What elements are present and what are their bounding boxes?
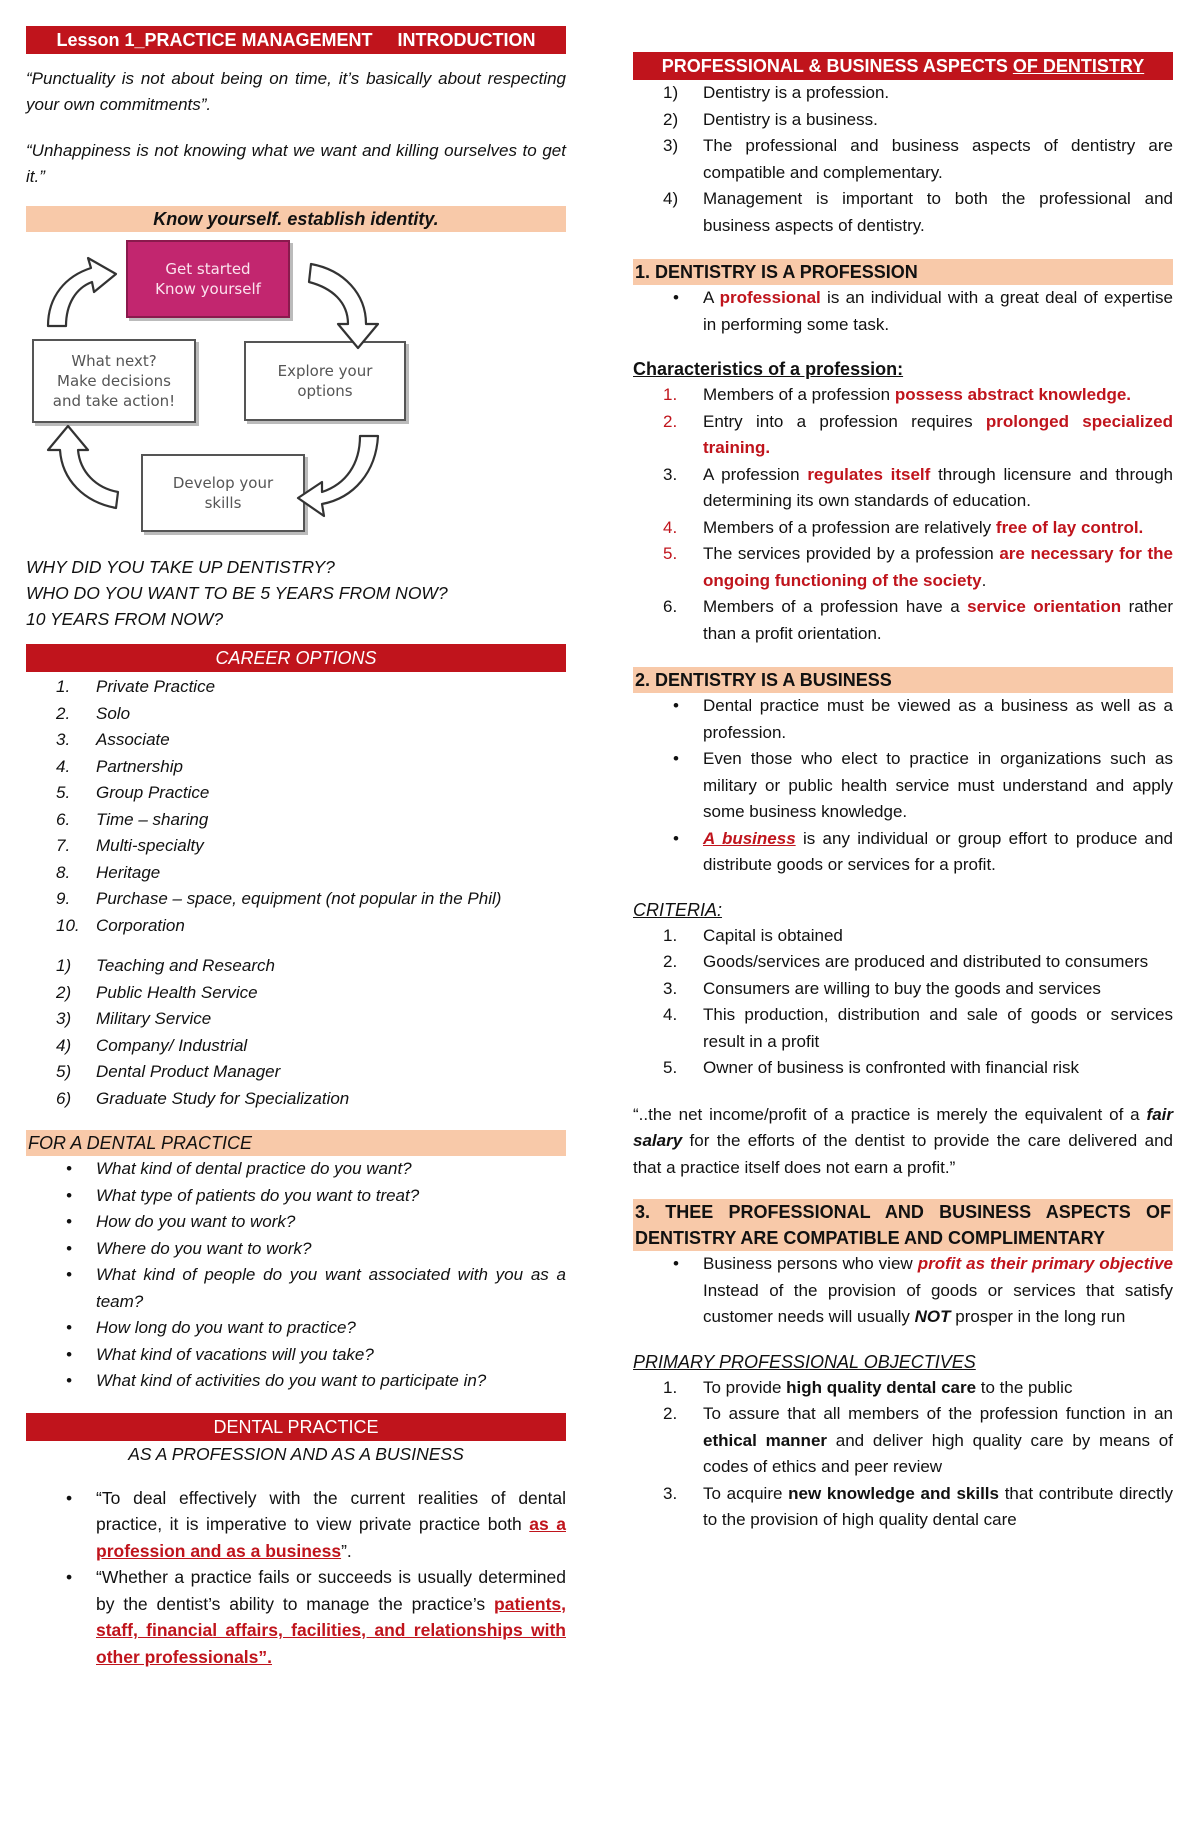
list-item: • What type of patients do you want to treat? (66, 1185, 420, 1205)
list-item: 2) Public Health Service (56, 982, 258, 1002)
list-item: 4) Management is important to both the professional and business aspects of dentistry. (663, 189, 1173, 235)
dental-practice-questions (26, 1156, 566, 1395)
list-item: 1. Private Practice (56, 677, 216, 696)
list-item: 3. Consumers are willing to buy the goods and services (663, 978, 1101, 998)
list-item: 6. Time – sharing (56, 809, 209, 829)
list-item: 4. Members of a profession are relatively free of lay control. (663, 517, 1144, 537)
list-item: 4) Company/ Industrial (56, 1035, 248, 1055)
section2-bullets (633, 693, 1173, 879)
list-item: 4. This production, distribution and sale of goods or services result in a profit (663, 1005, 1173, 1051)
know-yourself-bar: Know yourself. establish identity. (26, 206, 566, 232)
list-item: • Where do you want to work? (66, 1238, 312, 1258)
list-item: • What kind of vacations will you take? (66, 1344, 374, 1364)
diagram-box-get-started: Get started Know yourself (126, 240, 290, 318)
question-2: WHO DO YOU WANT TO BE 5 YEARS FROM NOW? (26, 583, 448, 603)
list-item: 5) Dental Product Manager (56, 1062, 281, 1081)
career-options-list (26, 674, 566, 939)
list-item: 1) Teaching and Research (56, 956, 275, 975)
list-item: • How do you want to work? (66, 1212, 296, 1231)
list-item: • Dental practice must be viewed as a business as well as a profession. (673, 696, 1173, 742)
list-item: • What kind of dental practice do you want? (66, 1159, 412, 1178)
list-item: 1. Members of a profession possess abstract knowledge. (663, 385, 1132, 404)
list-item: • A business is any individual or group effort to produce and distribute goods or services for a profit. (673, 828, 1173, 874)
dental-practice-bullets (26, 1485, 566, 1671)
list-item: 1. To provide high quality dental care to the public (663, 1377, 1073, 1397)
list-item: 5. Owner of business is confronted with financial risk (663, 1058, 1080, 1077)
quote-punctuality: “Punctuality is not about being on time, it’s basically about respecting your own commitments”. (26, 69, 566, 114)
section3-bullets (633, 1251, 1173, 1331)
list-item: 4. Partnership (56, 756, 183, 776)
right-column (633, 52, 1173, 1534)
list-item: • A professional is an individual with a great deal of expertise in performing some task. (673, 288, 1173, 334)
section1-bullets (633, 285, 1173, 338)
section1-bar: 1. DENTISTRY IS A PROFESSION (633, 259, 1173, 285)
characteristics-list (633, 382, 1173, 647)
diagram-box-what-next: What next? Make decisions and take action! (32, 339, 196, 423)
list-item: 3) Military Service (56, 1009, 212, 1028)
questions-block (26, 554, 566, 632)
career-options-bar: CAREER OPTIONS (26, 644, 566, 672)
list-item: • What kind of people do you want associated with you as a team? (66, 1265, 566, 1311)
list-item: 6) Graduate Study for Specialization (56, 1088, 350, 1108)
list-item: 2. Entry into a profession requires prolonged specialized training. (663, 411, 1173, 457)
title-bar: Lesson 1_PRACTICE MANAGEMENT INTRODUCTION (26, 26, 566, 54)
list-item: • How long do you want to practice? (66, 1318, 356, 1337)
list-item: 3. Associate (56, 730, 170, 749)
pb-list (633, 80, 1173, 239)
cycle-arrows-icon (26, 236, 566, 546)
section3-bar: 3. THEE PROFESSIONAL AND BUSINESS ASPECTS OF DENTISTRY ARE COMPATIBLE AND COMPLIMENTARY (633, 1199, 1173, 1251)
ppo-list (633, 1375, 1173, 1534)
dental-practice-bar: DENTAL PRACTICE (26, 1413, 566, 1441)
diagram-box-explore: Explore your options (244, 341, 406, 421)
question-3: 10 YEARS FROM NOW? (26, 609, 224, 629)
criteria-list (633, 923, 1173, 1082)
left-column (26, 26, 566, 1670)
career-cycle-diagram (26, 236, 566, 546)
list-item: 5. The services provided by a profession are necessary for the ongoing functioning of the society. (663, 544, 1173, 590)
list-item: • What kind of activities do you want to participate in? (66, 1371, 487, 1390)
list-item: 6. Members of a profession have a service orientation rather than a profit orientation. (663, 597, 1173, 643)
characteristics-heading: Characteristics of a profession: (633, 359, 904, 379)
question-1: WHY DID YOU TAKE UP DENTISTRY? (26, 557, 335, 577)
list-item: 9. Purchase – space, equipment (not popular in the Phil) (56, 889, 502, 908)
list-item: • “To deal effectively with the current realities of dental practice, it is imperative to view private practice both as a profession and as a business”. (66, 1487, 566, 1561)
list-item: 3. A profession regulates itself through licensure and through determining its own standards of education. (663, 464, 1173, 510)
list-item: 5. Group Practice (56, 783, 210, 802)
list-item: • Business persons who view profit as their primary objective Instead of the provision of goods or services that satisfy customer needs will usually NOT prosper in the long run (673, 1254, 1173, 1326)
list-item: 2. To assure that all members of the profession function in an ethical manner and deliver high quality care by means of codes of ethics and peer review (663, 1404, 1173, 1476)
section2-bar: 2. DENTISTRY IS A BUSINESS (633, 667, 1173, 693)
professional-business-bar: PROFESSIONAL & BUSINESS ASPECTS OF DENTISTRY (633, 52, 1173, 80)
diagram-box-develop: Develop your skills (141, 454, 305, 532)
list-item: 3) The professional and business aspects of dentistry are compatible and complementary. (663, 136, 1173, 182)
ppo-heading: PRIMARY PROFESSIONAL OBJECTIVES (633, 1351, 976, 1372)
career-options-list-2 (26, 953, 566, 1112)
quote-unhappiness: “Unhappiness is not knowing what we want and killing ourselves to get it.” (26, 141, 566, 186)
list-item: • Even those who elect to practice in organizations such as military or public health service must understand and apply some business knowledge. (673, 749, 1173, 821)
list-item: 7. Multi-specialty (56, 836, 204, 855)
list-item: • “Whether a practice fails or succeeds is usually determined by the dentist’s ability to manage the practice’s patients, staff, financial affairs, facilities, and relationships with other professionals”. (66, 1567, 566, 1667)
list-item: 8. Heritage (56, 862, 161, 882)
list-item: 1. Capital is obtained (663, 925, 843, 945)
list-item: 2. Goods/services are produced and distributed to consumers (663, 952, 1149, 971)
list-item: 2) Dentistry is a business. (663, 109, 878, 129)
list-item: 2. Solo (56, 703, 131, 723)
dental-practice-subtitle: AS A PROFESSION AND AS A BUSINESS (128, 1443, 464, 1464)
net-income-quote: “..the net income/profit of a practice is merely the equivalent of a fair salary for the efforts of the dentist to provide the care delivered and that a practice itself does not earn a profit.” (633, 1104, 1173, 1177)
list-item: 3. To acquire new knowledge and skills that contribute directly to the provision of high quality dental care (663, 1483, 1173, 1529)
criteria-heading: CRITERIA: (633, 899, 723, 920)
for-dental-practice-bar: FOR A DENTAL PRACTICE (26, 1130, 566, 1156)
list-item: 1) Dentistry is a profession. (663, 83, 890, 102)
list-item: 10. Corporation (56, 915, 185, 935)
